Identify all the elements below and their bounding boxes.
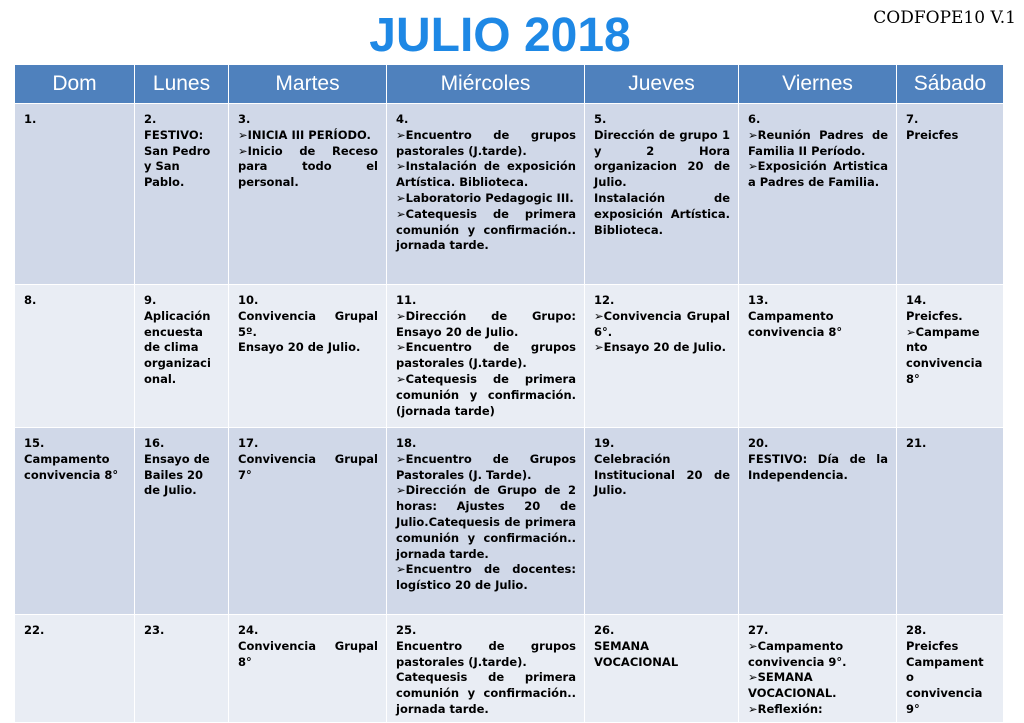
day-cell-thursday <box>585 615 739 723</box>
day-number: 8. <box>24 293 37 307</box>
event-text: convivencia <box>906 686 983 701</box>
day-number: 26. <box>594 623 615 637</box>
event-text: Ensayo de <box>144 451 210 466</box>
event-text: SEMANA <box>594 638 650 653</box>
event-text: Campamento convivencia 8° <box>24 451 119 482</box>
event-text: 8° <box>906 371 920 386</box>
weekday-header-row <box>15 65 1004 104</box>
event-text: Preicfes <box>906 638 959 653</box>
event-text: ➢Reunión Padres de Familia II Período. <box>748 127 888 158</box>
day-number: 23. <box>144 623 165 637</box>
day-number: 2. <box>144 112 157 126</box>
event-text: Convivencia Grupal 8° <box>238 638 378 669</box>
event-text: Ensayo 20 de Julio. <box>238 340 361 355</box>
day-number: 4. <box>396 112 409 126</box>
event-text: ➢Encuentro de Grupos Pastorales (J. Tarde). <box>396 451 576 482</box>
header-monday: Lunes <box>135 65 229 104</box>
event-text: San Pedro <box>144 143 211 158</box>
day-number: 19. <box>594 436 615 450</box>
event-text: ➢SEMANA VOCACIONAL. <box>748 670 837 701</box>
day-cell-friday <box>739 615 897 723</box>
event-text: Encuentro de grupos pastorales (J.tarde). <box>396 638 576 669</box>
day-cell-monday <box>135 428 229 615</box>
day-number: 25. <box>396 623 417 637</box>
day-cell-tuesday <box>229 428 387 615</box>
day-number: 18. <box>396 436 417 450</box>
day-cell-sunday <box>15 615 135 723</box>
day-cell-wednesday <box>387 104 585 285</box>
day-cell-saturday <box>897 104 1004 285</box>
day-cell-monday <box>135 285 229 428</box>
day-cell-tuesday <box>229 104 387 285</box>
day-number: 12. <box>594 293 615 307</box>
header-friday: Viernes <box>739 65 897 104</box>
event-text: Preicfes. <box>906 308 963 323</box>
event-text: ➢Exposición Artistica a Padres de Familia. <box>748 159 888 190</box>
week-row <box>15 104 1004 285</box>
header-saturday: Sábado <box>897 65 1004 104</box>
event-text: ➢Catequesis de primera comunión y confirmación.. jornada tarde. <box>396 206 576 253</box>
event-text: de clima <box>144 340 199 355</box>
event-text: convivencia <box>906 356 983 371</box>
day-cell-friday <box>739 428 897 615</box>
event-text: Catequesis de primera comunión y confirmación.. jornada tarde. <box>396 670 576 716</box>
day-number: 17. <box>238 436 259 450</box>
day-number: 14. <box>906 293 927 307</box>
event-text: ➢Dirección de Grupo: Ensayo 20 de Julio. <box>396 308 576 339</box>
day-cell-sunday <box>15 104 135 285</box>
day-cell-tuesday <box>229 285 387 428</box>
header-sunday: Dom <box>15 65 135 104</box>
event-text: Aplicación <box>144 308 211 323</box>
event-text: encuesta <box>144 324 203 339</box>
week-row <box>15 285 1004 428</box>
day-cell-tuesday <box>229 615 387 723</box>
day-number: 3. <box>238 112 251 126</box>
event-text: FESTIVO: <box>144 127 204 142</box>
day-cell-thursday <box>585 285 739 428</box>
day-number: 9. <box>144 293 157 307</box>
event-text: y San <box>144 159 180 174</box>
event-text: VOCACIONAL <box>594 654 679 669</box>
event-text: Convivencia Grupal 5º. <box>238 308 378 339</box>
day-cell-friday <box>739 285 897 428</box>
day-cell-thursday <box>585 104 739 285</box>
day-number: 7. <box>906 112 919 126</box>
day-number: 28. <box>906 623 927 637</box>
day-number: 5. <box>594 112 607 126</box>
day-cell-sunday <box>15 285 135 428</box>
event-text: Pablo. <box>144 175 185 190</box>
event-text: de Julio. <box>144 483 197 498</box>
event-text: Instalación de exposición Artística. Biblioteca. <box>594 190 730 237</box>
event-text: Campamento convivencia 8° <box>748 308 843 339</box>
event-text: Campament <box>906 654 984 669</box>
day-cell-saturday <box>897 615 1004 723</box>
page-title: JULIO 2018 <box>369 9 631 62</box>
event-text: ➢Reflexión: <box>748 701 823 716</box>
event-text: ➢Ensayo 20 de Julio. <box>594 340 726 355</box>
calendar-table <box>14 64 1004 723</box>
event-text: onal. <box>144 371 177 386</box>
event-text: ➢Convivencia Grupal 6°. <box>594 308 730 339</box>
day-cell-thursday <box>585 428 739 615</box>
day-cell-monday <box>135 615 229 723</box>
event-text: ➢Inicio de Receso para todo el personal. <box>238 143 378 190</box>
day-cell-friday <box>739 104 897 285</box>
event-text: ➢Encuentro de grupos pastorales (J.tarde). <box>396 340 576 371</box>
day-number: 13. <box>748 293 769 307</box>
day-number: 15. <box>24 436 45 450</box>
event-text: ➢Campame <box>906 324 980 339</box>
week-row <box>15 615 1004 723</box>
week-row <box>15 428 1004 615</box>
document-code: CODFOPE10 V.1 <box>873 8 1016 28</box>
event-text: ➢Encuentro de grupos pastorales (J.tarde). <box>396 127 576 158</box>
day-number: 16. <box>144 436 165 450</box>
event-text: Convivencia Grupal 7° <box>238 451 378 482</box>
header-wednesday: Miércoles <box>387 65 585 104</box>
event-text: Preicfes <box>906 127 959 142</box>
day-cell-wednesday <box>387 285 585 428</box>
day-number: 11. <box>396 293 417 307</box>
day-number: 22. <box>24 623 45 637</box>
day-number: 27. <box>748 623 769 637</box>
event-text: organizaci <box>144 356 211 371</box>
header-tuesday: Martes <box>229 65 387 104</box>
event-text: ➢Dirección de Grupo de 2 horas: Ajustes 20 de Julio.Catequesis de primera comunión y confirmación.. jornada tarde. <box>396 483 576 561</box>
day-number: 24. <box>238 623 259 637</box>
event-text: ➢Campamento convivencia 9°. <box>748 638 847 669</box>
day-cell-wednesday <box>387 428 585 615</box>
header-thursday: Jueves <box>585 65 739 104</box>
event-text: ➢Encuentro de docentes: logístico 20 de Julio. <box>396 562 576 593</box>
event-text: nto <box>906 340 928 355</box>
event-text: Dirección de grupo 1 y 2 Hora organizacion 20 de Julio. <box>594 127 730 190</box>
event-text: ➢Instalación de exposición Artística. Biblioteca. <box>396 159 576 190</box>
day-cell-saturday <box>897 428 1004 615</box>
day-number: 6. <box>748 112 761 126</box>
event-text: Celebración Institucional 20 de Julio. <box>594 451 730 498</box>
event-text: Bailes 20 <box>144 467 204 482</box>
event-text: FESTIVO: Día de la Independencia. <box>748 451 888 482</box>
day-cell-monday <box>135 104 229 285</box>
event-text: o <box>906 670 914 685</box>
day-cell-wednesday <box>387 615 585 723</box>
day-number: 1. <box>24 112 37 126</box>
event-text: ➢Catequesis de primera comunión y confirmación. (jornada tarde) <box>396 371 576 418</box>
day-number: 21. <box>906 436 927 450</box>
event-text: ➢INICIA III PERÍODO. <box>238 127 371 142</box>
day-cell-sunday <box>15 428 135 615</box>
day-number: 20. <box>748 436 769 450</box>
day-cell-saturday <box>897 285 1004 428</box>
day-number: 10. <box>238 293 259 307</box>
event-text: 9° <box>906 701 920 716</box>
event-text: ➢Laboratorio Pedagogic III. <box>396 190 574 205</box>
